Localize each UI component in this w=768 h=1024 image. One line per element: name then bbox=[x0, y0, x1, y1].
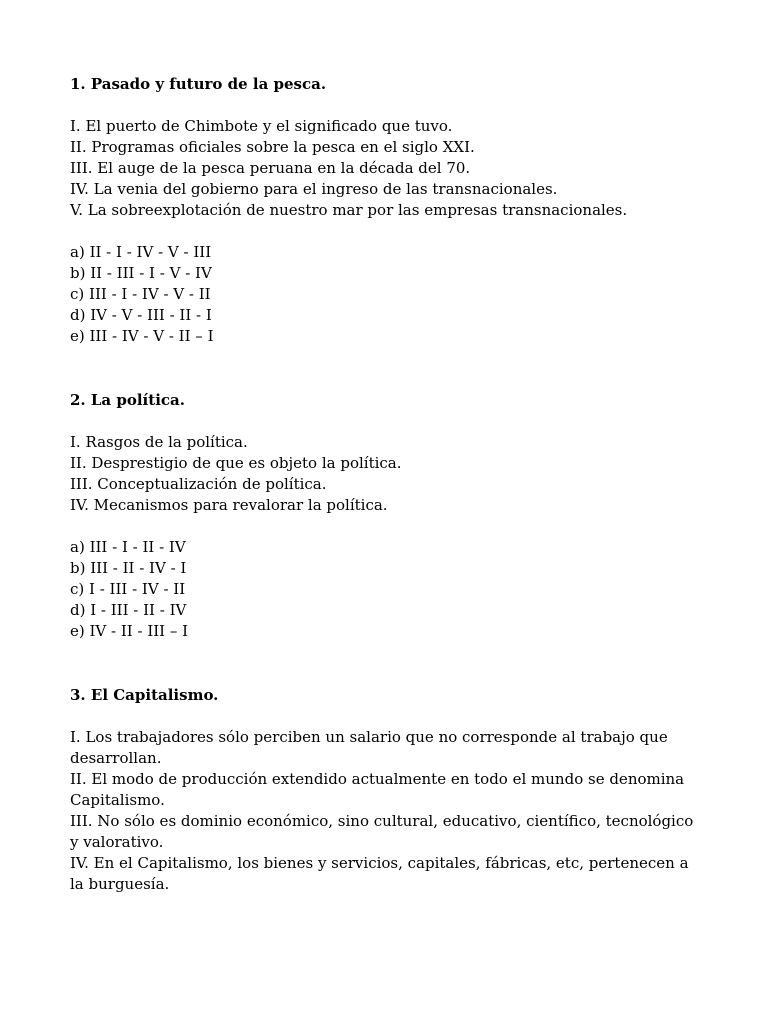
statement: IV. La venia del gobierno para el ingreso de las transnacionales. bbox=[70, 180, 558, 198]
option-list bbox=[70, 537, 720, 642]
answer-option: e) IV - II - III – I bbox=[70, 622, 189, 640]
answer-option: b) II - III - I - V - IV bbox=[70, 264, 212, 282]
question-title: 2. La política. bbox=[70, 391, 185, 409]
answer-option: b) III - II - IV - I bbox=[70, 559, 187, 577]
statement-list bbox=[70, 432, 720, 516]
statement: III. Conceptualización de política. bbox=[70, 475, 327, 493]
statement-list bbox=[70, 727, 700, 895]
question-1 bbox=[70, 74, 720, 347]
statement: I. Rasgos de la política. bbox=[70, 433, 248, 451]
statement: II. Programas oficiales sobre la pesca en el siglo XXI. bbox=[70, 138, 475, 156]
statement: I. Los trabajadores sólo perciben un salario que no corresponde al trabajo que desarrollan. bbox=[70, 728, 668, 767]
answer-option: e) III - IV - V - II – I bbox=[70, 327, 214, 345]
statement: II. Desprestigio de que es objeto la política. bbox=[70, 454, 402, 472]
statement: I. El puerto de Chimbote y el significado que tuvo. bbox=[70, 117, 453, 135]
question-title: 1. Pasado y futuro de la pesca. bbox=[70, 75, 327, 93]
statement-list bbox=[70, 116, 720, 221]
answer-option: c) I - III - IV - II bbox=[70, 580, 186, 598]
statement: IV. En el Capitalismo, los bienes y servicios, capitales, fábricas, etc, pertenecen a la burguesía. bbox=[70, 854, 689, 893]
option-list bbox=[70, 242, 720, 347]
answer-option: a) II - I - IV - V - III bbox=[70, 243, 212, 261]
statement: II. El modo de producción extendido actualmente en todo el mundo se denomina Capitalismo. bbox=[70, 770, 685, 809]
statement: III. No sólo es dominio económico, sino cultural, educativo, científico, tecnológico y valorativo. bbox=[70, 812, 694, 851]
question-title: 3. El Capitalismo. bbox=[70, 686, 219, 704]
question-2 bbox=[70, 390, 720, 642]
answer-option: a) III - I - II - IV bbox=[70, 538, 186, 556]
document-page bbox=[70, 74, 720, 916]
answer-option: d) I - III - II - IV bbox=[70, 601, 187, 619]
answer-option: d) IV - V - III - II - I bbox=[70, 306, 212, 324]
question-3 bbox=[70, 685, 720, 895]
statement: V. La sobreexplotación de nuestro mar por las empresas transnacionales. bbox=[70, 201, 628, 219]
statement: III. El auge de la pesca peruana en la década del 70. bbox=[70, 159, 471, 177]
answer-option: c) III - I - IV - V - II bbox=[70, 285, 211, 303]
statement: IV. Mecanismos para revalorar la política. bbox=[70, 496, 388, 514]
